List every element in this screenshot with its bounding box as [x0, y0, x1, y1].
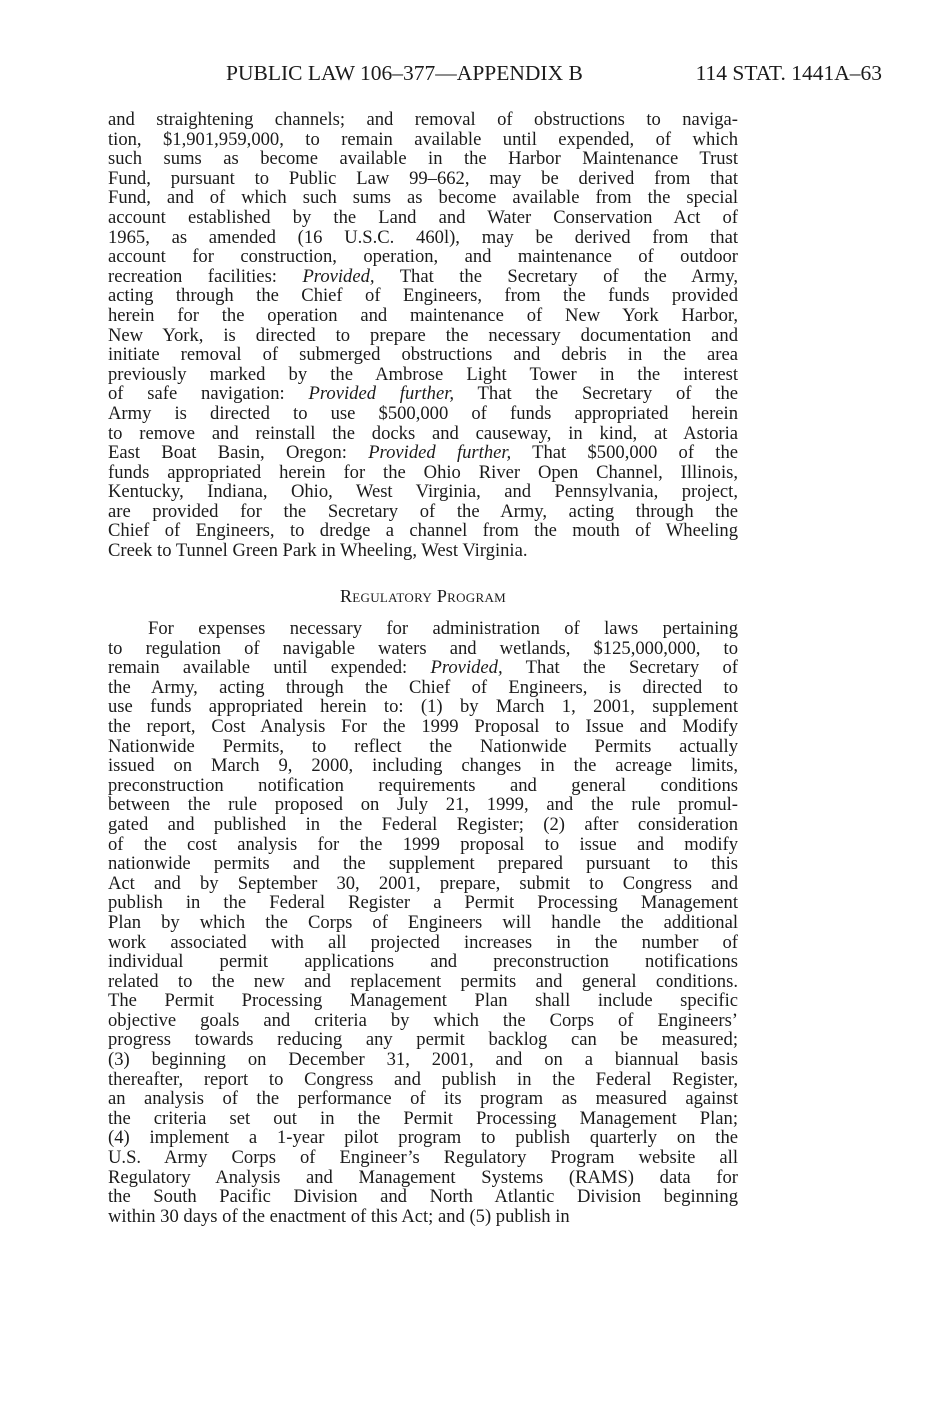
text-line: Fund, pursuant to Public Law 99–662, may be derived from that	[108, 167, 738, 189]
text-segment: That $500,000 of the	[511, 442, 739, 464]
text-segment: East Boat Basin, Oregon:	[108, 442, 369, 464]
text-line: thereafter, report to Congress and publish in the Federal Register,	[108, 1068, 738, 1090]
text-line: account for construction, operation, and maintenance of outdoor	[108, 246, 738, 268]
section-heading	[108, 585, 738, 607]
statute-page-number: 114 STAT. 1441A–63	[695, 61, 882, 85]
text-line: individual permit applications and preconstruction notifications	[108, 951, 738, 973]
text-line: account established by the Land and Water Conservation Act of	[108, 206, 738, 228]
text-line: the criteria set out in the Permit Processing Management Plan;	[108, 1107, 738, 1129]
text-line: and straightening channels; and removal of obstructions to naviga-	[108, 109, 738, 130]
paragraph-regulatory-program	[108, 619, 738, 1226]
text-line: the Army, acting through the Chief of Engineers, is directed to	[108, 676, 738, 698]
law-citation: PUBLIC LAW 106–377—APPENDIX B	[226, 61, 583, 85]
text-line: Creek to Tunnel Green Park in Wheeling, West Virginia.	[108, 540, 528, 562]
text-line: of the cost analysis for the 1999 proposal to issue and modify	[108, 833, 738, 855]
text-line: Chief of Engineers, to dredge a channel from the mouth of Wheeling	[108, 520, 738, 542]
text-line: preconstruction notification requirements and general conditions	[108, 774, 738, 796]
text-segment: recreation facilities:	[108, 265, 303, 287]
text-line: 1965, as amended (16 U.S.C. 460l), may be derived from that	[108, 226, 738, 248]
text-line: Kentucky, Indiana, Ohio, West Virginia, and Pennsylvania, project,	[108, 481, 738, 503]
text-line	[108, 443, 738, 463]
text-line: within 30 days of the enactment of this Act; and (5) publish in	[108, 1205, 570, 1227]
text-line: For expenses necessary for administration of laws pertaining	[148, 618, 738, 639]
text-line: previously marked by the Ambrose Light Tower in the interest	[108, 363, 738, 385]
text-line: the report, Cost Analysis For the 1999 Proposal to Issue and Modify	[108, 715, 738, 737]
text-line: Fund, and of which such sums as become available from the special	[108, 187, 738, 209]
text-segment: That the Secretary of the Army,	[374, 265, 738, 287]
text-line: work associated with all projected increases in the number of	[108, 931, 738, 953]
text-line: issued on March 9, 2000, including changes in the acreage limits,	[108, 755, 738, 777]
text-line: an analysis of the performance of its program as measured against	[108, 1088, 738, 1110]
text-segment: remain available until expended:	[108, 657, 431, 679]
text-line: gated and published in the Federal Register; (2) after consideration	[108, 813, 738, 835]
text-line: use funds appropriated herein to: (1) by March 1, 2001, supplement	[108, 696, 738, 718]
text-line	[108, 384, 738, 404]
text-line: nationwide permits and the supplement prepared pursuant to this	[108, 853, 738, 875]
italic-proviso: Provided further,	[368, 442, 512, 464]
text-line: progress towards reducing any permit backlog can be measured;	[108, 1029, 738, 1051]
text-line: (4) implement a 1-year pilot program to publish quarterly on the	[108, 1127, 738, 1149]
text-line: the South Pacific Division and North Atlantic Division beginning	[108, 1186, 738, 1208]
text-line: Regulatory Analysis and Management Systems (RAMS) data for	[108, 1166, 738, 1188]
text-segment: of safe navigation:	[108, 383, 309, 405]
text-line: The Permit Processing Management Plan shall include specific	[108, 990, 738, 1012]
italic-proviso: Provided,	[430, 657, 503, 679]
text-line: Plan by which the Corps of Engineers will handle the additional	[108, 911, 738, 933]
text-line: herein for the operation and maintenance of New York Harbor,	[108, 304, 738, 326]
text-line: objective goals and criteria by which the Corps of Engineers’	[108, 1009, 738, 1031]
text-line: New York, is directed to prepare the necessary documentation and	[108, 324, 738, 346]
running-head	[226, 58, 886, 88]
text-line: tion, $1,901,959,000, to remain available until expended, of which	[108, 128, 738, 150]
text-line: Army is directed to use $500,000 of funds appropriated herein	[108, 402, 738, 424]
text-line: funds appropriated herein for the Ohio River Open Channel, Illinois,	[108, 461, 738, 483]
text-segment: That the Secretary of the	[454, 383, 738, 405]
text-line: initiate removal of submerged obstructions and debris in the area	[108, 344, 738, 366]
text-line: are provided for the Secretary of the Army, acting through the	[108, 500, 738, 522]
text-line: between the rule proposed on July 21, 1999, and the rule promul-	[108, 794, 738, 816]
text-line: (3) beginning on December 31, 2001, and on a biannual basis	[108, 1049, 738, 1071]
text-line: Act and by September 30, 2001, prepare, submit to Congress and	[108, 872, 738, 894]
text-line: related to the new and replacement permits and general conditions.	[108, 970, 738, 992]
text-line: to remove and reinstall the docks and causeway, in kind, at Astoria	[108, 422, 738, 444]
text-line: such sums as become available in the Harbor Maintenance Trust	[108, 148, 738, 170]
italic-proviso: Provided further,	[308, 383, 455, 405]
text-line: to regulation of navigable waters and wetlands, $125,000,000, to	[108, 637, 738, 659]
italic-proviso: Provided,	[302, 265, 375, 287]
text-line: acting through the Chief of Engineers, from the funds provided	[108, 285, 738, 307]
text-line: Nationwide Permits, to reflect the Nationwide Permits actually	[108, 735, 738, 757]
text-segment: That the Secretary of	[502, 657, 738, 679]
text-line: publish in the Federal Register a Permit Processing Management	[108, 892, 738, 914]
text-line: U.S. Army Corps of Engineer’s Regulatory Program website all	[108, 1147, 738, 1169]
text-line	[108, 658, 738, 678]
paragraph-operation-and-maintenance	[108, 110, 738, 561]
text-line	[108, 267, 738, 287]
section-heading-text: Regulatory Program	[339, 586, 507, 606]
